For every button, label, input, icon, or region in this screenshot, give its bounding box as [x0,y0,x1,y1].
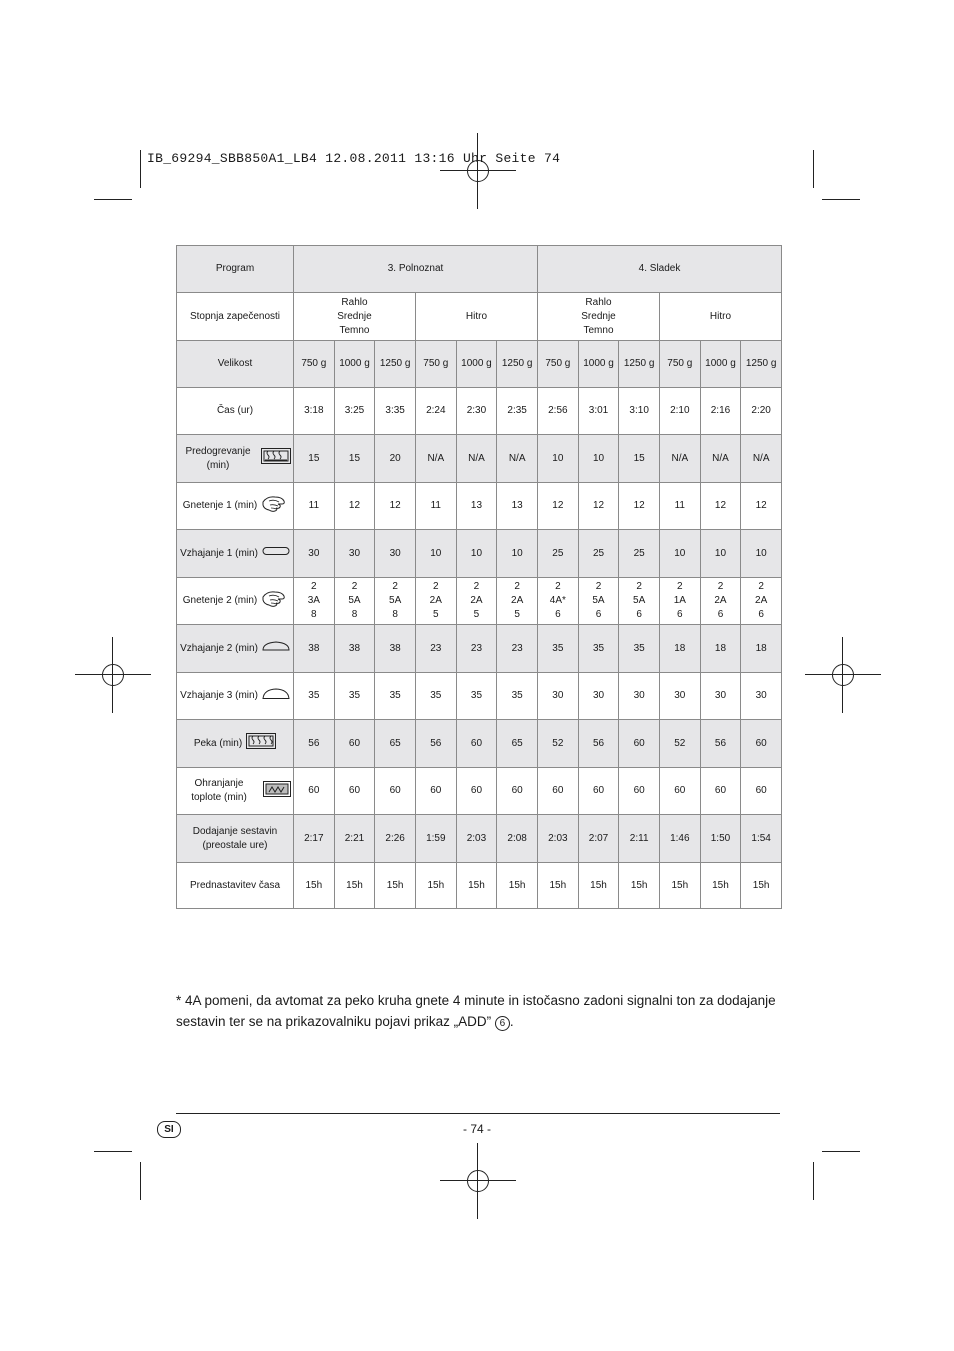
table-cell: 35 [578,625,619,673]
table-cell: 11 [659,483,700,530]
table-cell: 2 5A 6 [578,578,619,625]
table-row [177,720,782,768]
table-cell: 35 [538,625,579,673]
table-cell: 60 [456,720,497,768]
table-cell: 1250 g [741,341,782,388]
table-cell: 1250 g [497,341,538,388]
table-cell: 60 [334,720,375,768]
table-cell: 52 [538,720,579,768]
table-cell: 1250 g [375,341,416,388]
row-label-text: Predogrevanje (min) [185,445,251,471]
table-cell: 10 [741,530,782,578]
table-cell: 56 [415,720,456,768]
table-cell: 2 5A 8 [334,578,375,625]
table-cell: 10 [578,435,619,483]
rising-dough-3-icon [262,688,290,705]
browning-row [177,293,782,341]
table-cell: 30 [375,530,416,578]
table-row [177,768,782,815]
table-cell: 25 [538,530,579,578]
table-cell: 60 [415,768,456,815]
row-label [177,483,294,530]
table-cell: 2 5A 8 [375,578,416,625]
browning-fast: Hitro [659,293,781,341]
table-cell: 2:03 [456,815,497,863]
table-cell: N/A [700,435,741,483]
table-cell: 1:46 [659,815,700,863]
row-label-text: Vzhajanje 3 (min) [180,690,258,701]
table-cell: 750 g [538,341,579,388]
footnote-text: * 4A pomeni, da avtomat za peko kruha gnete 4 minute in istočasno zadoni signalni ton za dodajanje sestavin ter se na prikazovalniku pojavi prikaz „ADD” [176,993,776,1029]
table-row [177,578,782,625]
table-cell: 30 [294,530,335,578]
table-cell: 750 g [294,341,335,388]
table-cell: 11 [415,483,456,530]
table-cell: 15h [619,863,660,909]
table-cell: 12 [619,483,660,530]
table-cell: 35 [294,673,335,720]
table-cell: 10 [538,435,579,483]
table-cell: 23 [456,625,497,673]
table-cell: 60 [741,720,782,768]
registration-mark [440,133,516,209]
table-cell: 56 [578,720,619,768]
table-cell: 3:10 [619,388,660,435]
table-cell: 35 [497,673,538,720]
table-cell: 35 [619,625,660,673]
program-group-header: 4. Sladek [538,246,782,293]
table-cell: 18 [659,625,700,673]
table-cell: 56 [294,720,335,768]
table-cell: 30 [578,673,619,720]
footnote-end: . [509,1014,514,1029]
table-cell: N/A [741,435,782,483]
footnote-ref-number: 6 [495,1016,510,1031]
row-label-text: Peka (min) [193,737,243,749]
crop-mark [140,150,141,188]
program-group-header: 3. Polnoznat [294,246,538,293]
browning-fast: Hitro [415,293,537,341]
language-badge: SI [157,1121,181,1138]
table-row [177,530,782,578]
row-label [177,815,294,863]
table-cell: 35 [375,673,416,720]
table-row [177,863,782,909]
table-cell: 1000 g [578,341,619,388]
table-cell: 1250 g [619,341,660,388]
baking-icon [246,733,276,754]
table-cell: 60 [497,768,538,815]
table-cell: 15h [375,863,416,909]
table-row [177,388,782,435]
table-cell: 2 2A 5 [497,578,538,625]
print-header: IB_69294_SBB850A1_LB4 12.08.2011 13:16 Uhr Seite 74 [147,151,561,166]
crop-mark [822,1151,860,1152]
table-row [177,815,782,863]
table-cell: 60 [619,768,660,815]
table-cell: 30 [700,673,741,720]
table-cell: 2:08 [497,815,538,863]
browning-options: Rahlo Srednje Temno [294,293,416,341]
table-cell: 60 [619,720,660,768]
table-cell: 13 [497,483,538,530]
row-label-text: Velikost [217,358,253,369]
table-cell: 10 [497,530,538,578]
table-cell: 60 [741,768,782,815]
crop-mark [94,1151,132,1152]
registration-mark [440,1143,516,1219]
table-cell: 60 [334,768,375,815]
table-cell: 15 [619,435,660,483]
kneading-hand-icon [261,494,287,519]
table-cell: 2:17 [294,815,335,863]
program-label: Program [177,246,294,293]
table-cell: 30 [538,673,579,720]
table-cell: 10 [659,530,700,578]
crop-mark [813,150,814,188]
table-cell: 52 [659,720,700,768]
table-cell: 56 [700,720,741,768]
table-cell: 15 [294,435,335,483]
table-cell: 60 [659,768,700,815]
table-cell: 12 [578,483,619,530]
table-cell: 2:10 [659,388,700,435]
table-cell: 2 5A 6 [619,578,660,625]
table-cell: 60 [294,768,335,815]
table-cell: 12 [334,483,375,530]
table-cell: 2:56 [538,388,579,435]
table-cell: 12 [741,483,782,530]
rising-dough-2-icon [262,640,290,657]
table-cell: 12 [538,483,579,530]
program-header-row [177,246,782,293]
kneading-hand-icon [261,589,287,614]
table-cell: 2:11 [619,815,660,863]
crop-mark [822,199,860,200]
table-cell: 2:16 [700,388,741,435]
table-cell: 30 [659,673,700,720]
table-cell: 2:20 [741,388,782,435]
table-cell: N/A [659,435,700,483]
table-cell: 2 3A 8 [294,578,335,625]
table-cell: 65 [497,720,538,768]
table-cell: 12 [700,483,741,530]
table-cell: N/A [415,435,456,483]
row-label-text: Prednastavitev časa [189,879,281,891]
rising-dough-1-icon [262,546,290,561]
table-cell: 20 [375,435,416,483]
table-cell: 15h [700,863,741,909]
keep-warm-icon [263,781,291,802]
table-cell: 60 [375,768,416,815]
table-row [177,673,782,720]
registration-mark [805,637,881,713]
footnote [176,990,776,1032]
table-cell: 15h [741,863,782,909]
row-label [177,720,294,768]
row-label [177,341,294,388]
table-cell: 15h [415,863,456,909]
table-cell: 3:35 [375,388,416,435]
table-cell: 12 [375,483,416,530]
table-cell: 11 [294,483,335,530]
footer-rule [176,1113,780,1114]
table-cell: 1000 g [456,341,497,388]
table-cell: 35 [415,673,456,720]
table-cell: 3:25 [334,388,375,435]
row-label-text: Gnetenje 2 (min) [182,595,258,606]
table-cell: 38 [334,625,375,673]
table-cell: 15h [578,863,619,909]
row-label-text: Vzhajanje 2 (min) [180,642,258,654]
table-cell: 10 [456,530,497,578]
table-cell: 1000 g [334,341,375,388]
table-cell: 2:26 [375,815,416,863]
browning-label: Stopnja zapečenosti [177,293,294,341]
browning-options: Rahlo Srednje Temno [538,293,660,341]
page-number: - 74 - [462,1122,491,1136]
table-cell: 2:24 [415,388,456,435]
row-label-text: Gnetenje 1 (min) [182,500,258,511]
preheat-icon [261,448,291,469]
table-cell: 10 [700,530,741,578]
table-row [177,625,782,673]
table-cell: 18 [700,625,741,673]
table-cell: 30 [741,673,782,720]
table-cell: 15h [659,863,700,909]
crop-mark [94,199,132,200]
row-label-text: Vzhajanje 1 (min) [180,547,258,559]
table-row [177,435,782,483]
row-label [177,863,294,909]
table-cell: 3:18 [294,388,335,435]
crop-mark [140,1162,141,1200]
row-label [177,768,294,815]
table-cell: 2:07 [578,815,619,863]
table-cell: 2 1A 6 [659,578,700,625]
table-cell: 750 g [415,341,456,388]
table-cell: 23 [497,625,538,673]
row-label [177,435,294,483]
table-cell: 60 [456,768,497,815]
table-cell: 25 [578,530,619,578]
table-cell: 2 2A 5 [456,578,497,625]
table-cell: 1:59 [415,815,456,863]
table-row [177,341,782,388]
row-label-text: Čas (ur) [216,405,254,416]
table-cell: 1:54 [741,815,782,863]
registration-mark [75,637,151,713]
table-cell: 35 [456,673,497,720]
table-cell: 38 [375,625,416,673]
table-cell: 2:03 [538,815,579,863]
table-cell: N/A [497,435,538,483]
table-cell: 13 [456,483,497,530]
table-cell: 1000 g [700,341,741,388]
row-label [177,625,294,673]
table-cell: 2:21 [334,815,375,863]
table-cell: 15h [538,863,579,909]
table-cell: 1:50 [700,815,741,863]
table-cell: 15h [497,863,538,909]
table-cell: 30 [334,530,375,578]
table-cell: 60 [578,768,619,815]
table-cell: 60 [538,768,579,815]
row-label [177,530,294,578]
table-cell: N/A [456,435,497,483]
table-cell: 2 2A 6 [700,578,741,625]
table-row [177,483,782,530]
table-cell: 15 [334,435,375,483]
table-cell: 23 [415,625,456,673]
table-cell: 750 g [659,341,700,388]
row-label [177,578,294,625]
row-label [177,388,294,435]
table-cell: 2 4A* 6 [538,578,579,625]
row-label [177,673,294,720]
program-table [176,245,782,909]
table-cell: 38 [294,625,335,673]
table-cell: 2 2A 6 [741,578,782,625]
table-cell: 30 [619,673,660,720]
table-cell: 2:35 [497,388,538,435]
table-cell: 3:01 [578,388,619,435]
table-cell: 25 [619,530,660,578]
table-cell: 2 2A 5 [415,578,456,625]
table-cell: 15h [294,863,335,909]
crop-mark [813,1162,814,1200]
table-cell: 60 [700,768,741,815]
row-label-text: Dodajanje sestavin (preostale ure) [192,825,278,851]
row-label-text: Ohranjanje toplote (min) [191,778,247,803]
table-cell: 15h [334,863,375,909]
table-cell: 18 [741,625,782,673]
table-cell: 35 [334,673,375,720]
table-cell: 10 [415,530,456,578]
table-cell: 65 [375,720,416,768]
table-cell: 15h [456,863,497,909]
table-cell: 2:30 [456,388,497,435]
